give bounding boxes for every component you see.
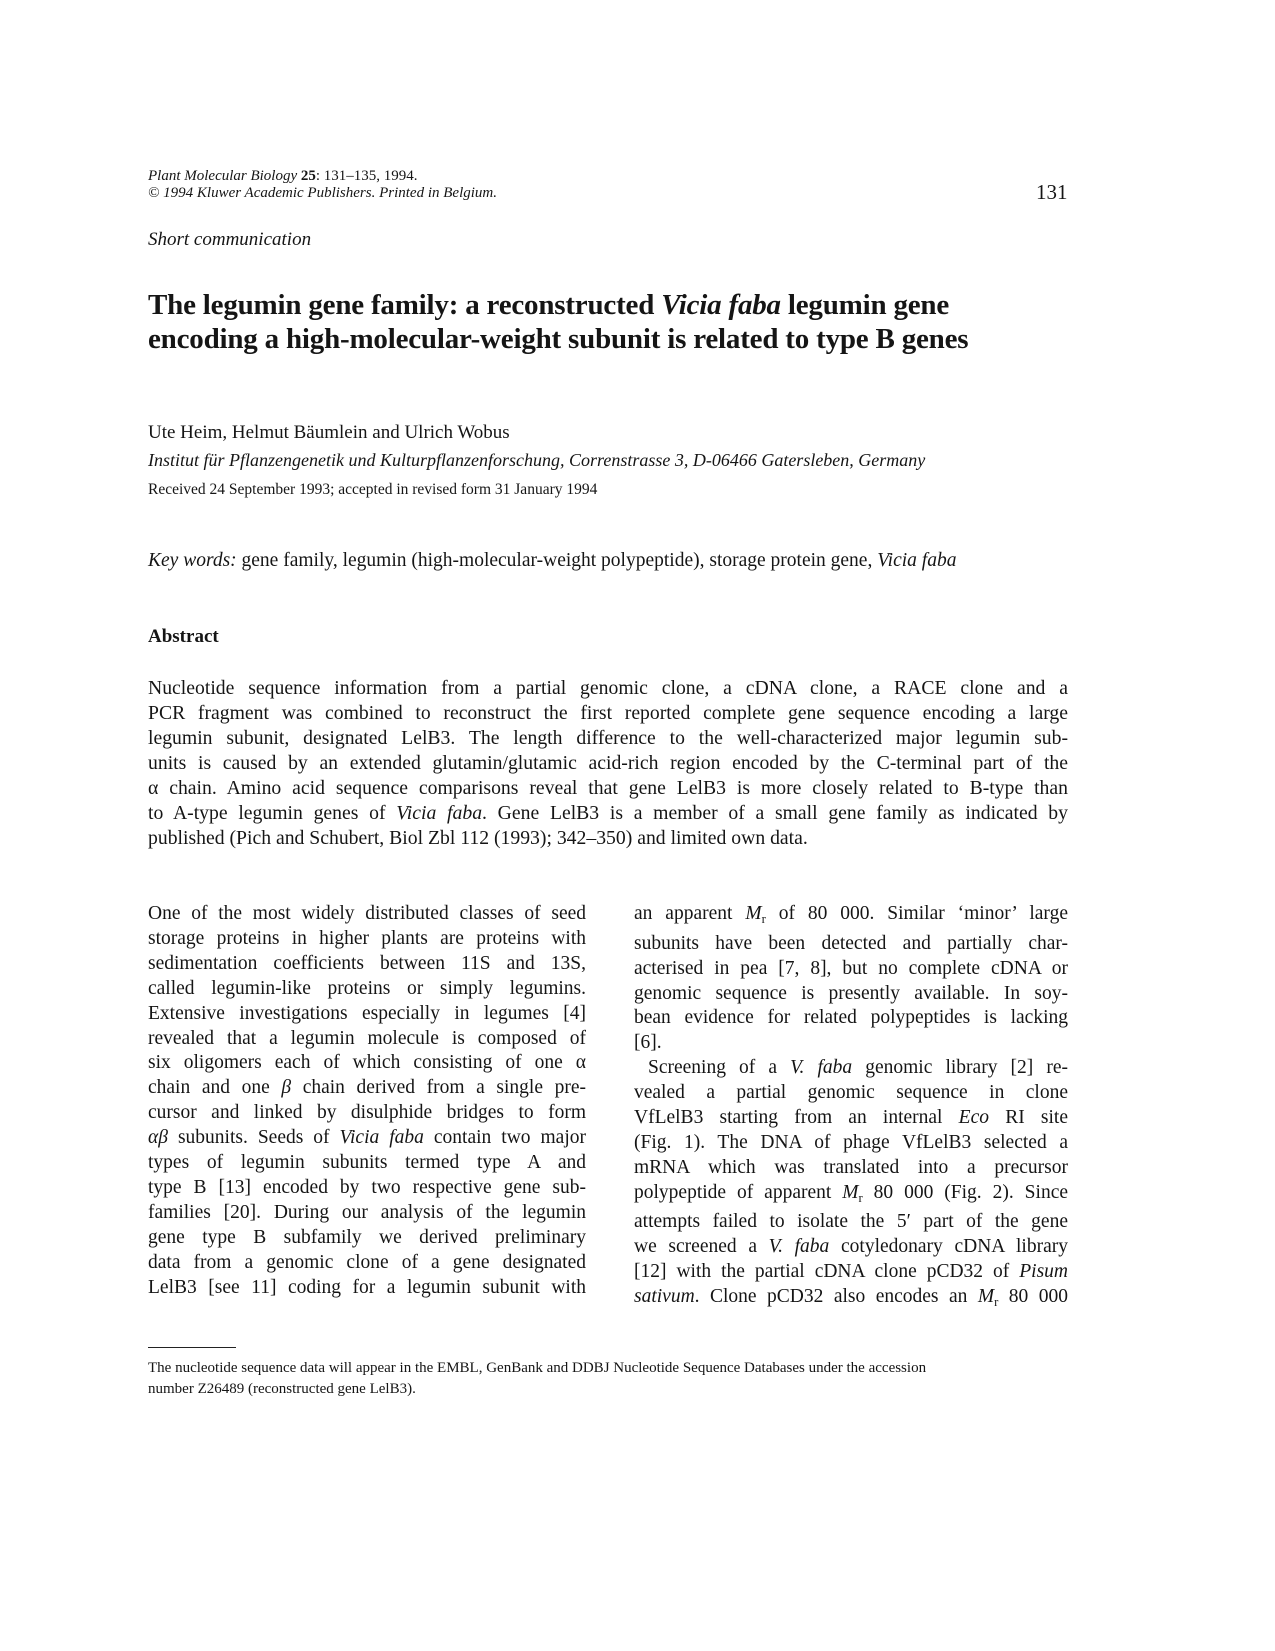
text-segment: storage proteins in higher plants are proteins with bbox=[148, 927, 586, 949]
text-segment: types of legumin subunits termed type A and bbox=[148, 1152, 586, 1174]
text-segment: (Fig. 1). The DNA of phage VfLelB3 selected a bbox=[634, 1131, 1068, 1153]
text-segment: gene type B subfamily we derived preliminary bbox=[148, 1226, 586, 1248]
title-text: legumin gene bbox=[780, 289, 950, 321]
affiliation: Institut für Pflanzengenetik und Kulturpflanzenforschung, Correnstrasse 3, D-06466 Gatersleben, Germany bbox=[148, 450, 926, 470]
text-line bbox=[148, 1027, 586, 1052]
text-segment: Eco bbox=[958, 1107, 989, 1129]
text-segment: an apparent bbox=[634, 903, 746, 924]
text-segment: Vicia faba bbox=[339, 1127, 424, 1149]
keywords-text: gene family, legumin (high-molecular-weight polypeptide), storage protein gene, bbox=[236, 550, 878, 571]
authors: Ute Heim, Helmut Bäumlein and Ulrich Wobus bbox=[148, 422, 510, 443]
text-segment: sativum bbox=[634, 1286, 695, 1308]
text-segment: families [20]. During our analysis of the legumin bbox=[148, 1201, 586, 1223]
text-segment: M bbox=[977, 1286, 995, 1308]
text-line bbox=[634, 1006, 1068, 1031]
keywords-label: Key words: bbox=[148, 550, 237, 571]
text-segment: V. faba bbox=[790, 1057, 853, 1079]
text-line bbox=[148, 1101, 586, 1126]
text-line bbox=[148, 801, 1068, 826]
keywords-species: Vicia faba bbox=[877, 550, 957, 571]
title-species: Vicia faba bbox=[661, 289, 781, 321]
text-segment: sedimentation coefficients between 11S and 13S, bbox=[148, 952, 586, 974]
text-segment: One of the most widely distributed classes of seed bbox=[148, 903, 586, 924]
text-segment: chain and one bbox=[148, 1077, 282, 1099]
journal-volume: 25 bbox=[300, 168, 316, 184]
text-line bbox=[634, 1081, 1068, 1106]
text-segment: subunits. Seeds of bbox=[167, 1127, 340, 1149]
text-line bbox=[148, 701, 1068, 726]
text-line bbox=[634, 1260, 1068, 1285]
text-line bbox=[148, 1226, 586, 1251]
journal-citation bbox=[148, 168, 497, 202]
right-column bbox=[634, 902, 1068, 1315]
text-segment: . Gene LelB3 is a member of a small gene family as indicated by bbox=[482, 802, 1068, 824]
text-segment: VfLelB3 starting from an internal bbox=[634, 1107, 959, 1129]
text-segment: units is caused by an extended glutamin/glutamic acid-rich region encoded by the C-terminal part of the bbox=[148, 752, 1068, 774]
text-line bbox=[634, 957, 1068, 982]
text-segment: Extensive investigations especially in legumes [4] bbox=[148, 1002, 586, 1024]
text-segment: bean evidence for related polypeptides is lacking bbox=[634, 1007, 1068, 1029]
text-segment: six oligomers each of which consisting of one α bbox=[148, 1052, 586, 1074]
text-line bbox=[148, 1126, 586, 1151]
text-line bbox=[148, 1201, 586, 1226]
text-segment: polypeptide of apparent bbox=[634, 1181, 843, 1203]
text-segment: Vicia faba bbox=[396, 802, 483, 824]
text-line bbox=[148, 1076, 586, 1101]
received-dates: Received 24 September 1993; accepted in revised form 31 January 1994 bbox=[148, 481, 598, 498]
text-segment: LelB3 [see 11] coding for a legumin subunit with bbox=[148, 1276, 586, 1298]
abstract-body bbox=[148, 676, 1068, 851]
text-line bbox=[148, 927, 586, 952]
title-text: encoding a high-molecular-weight subunit is related to type B genes bbox=[148, 323, 969, 355]
text-segment: α chain. Amino acid sequence comparisons reveal that gene LelB3 is more closely related to B-type than bbox=[148, 777, 1068, 799]
footnote-rule bbox=[148, 1347, 236, 1348]
text-line bbox=[634, 1181, 1068, 1211]
text-line bbox=[148, 1276, 586, 1301]
text-line bbox=[634, 1156, 1068, 1181]
text-segment: 80 000 bbox=[998, 1286, 1068, 1308]
text-segment: Nucleotide sequence information from a partial genomic clone, a cDNA clone, a RACE clone and a bbox=[148, 677, 1068, 699]
text-line bbox=[148, 776, 1068, 801]
copyright: © 1994 Kluwer Academic Publishers. Printed in Belgium. bbox=[148, 185, 497, 201]
text-line bbox=[148, 977, 586, 1002]
text-line bbox=[148, 1002, 586, 1027]
text-segment: [6]. bbox=[634, 1032, 662, 1054]
text-segment: β bbox=[281, 1077, 292, 1099]
text-line bbox=[634, 1285, 1068, 1315]
text-segment: Pisum bbox=[1019, 1261, 1068, 1283]
text-segment: genomic library [2] re- bbox=[852, 1057, 1068, 1079]
text-segment: data from a genomic clone of a gene designated bbox=[148, 1251, 586, 1273]
footnote-line: number Z26489 (reconstructed gene LelB3). bbox=[148, 1381, 416, 1397]
text-segment: subunits have been detected and partially char- bbox=[634, 932, 1068, 954]
text-segment: published (Pich and Schubert, Biol Zbl 112 (1993); 342–350) and limited own data. bbox=[148, 827, 808, 849]
abstract-heading: Abstract bbox=[148, 626, 219, 647]
text-segment: mRNA which was translated into a precursor bbox=[634, 1156, 1068, 1178]
text-line bbox=[148, 902, 586, 927]
text-segment: genomic sequence is presently available. In soy- bbox=[634, 982, 1068, 1004]
text-line bbox=[148, 1176, 586, 1201]
text-line bbox=[634, 1106, 1068, 1131]
text-segment: M bbox=[842, 1181, 859, 1203]
text-line bbox=[634, 1031, 1068, 1056]
footnote bbox=[148, 1358, 1068, 1400]
text-segment: V. faba bbox=[768, 1236, 830, 1258]
text-line bbox=[634, 932, 1068, 957]
text-segment: PCR fragment was combined to reconstruct the first reported complete gene sequence encoding a large bbox=[148, 702, 1068, 724]
text-line bbox=[148, 826, 1068, 851]
text-segment: αβ bbox=[148, 1127, 168, 1149]
text-segment: contain two major bbox=[423, 1127, 586, 1149]
section-label: Short communication bbox=[148, 229, 312, 250]
text-segment: called legumin-like proteins or simply legumins. bbox=[148, 977, 586, 999]
left-column bbox=[148, 902, 586, 1301]
text-segment: cursor and linked by disulphide bridges to form bbox=[148, 1102, 586, 1124]
text-segment: r bbox=[994, 1294, 999, 1309]
text-line bbox=[148, 1051, 586, 1076]
text-segment: revealed that a legumin molecule is composed of bbox=[148, 1027, 586, 1049]
text-segment: r bbox=[761, 911, 766, 926]
text-line bbox=[634, 902, 1068, 932]
text-line bbox=[148, 751, 1068, 776]
text-segment: cotyledonary cDNA library bbox=[829, 1236, 1068, 1258]
page-number: 131 bbox=[1036, 180, 1068, 204]
text-segment: Screening of a bbox=[648, 1057, 791, 1079]
text-segment: we screened a bbox=[634, 1236, 769, 1258]
text-line bbox=[148, 726, 1068, 751]
text-line bbox=[634, 1210, 1068, 1235]
text-line bbox=[634, 1056, 1068, 1081]
text-line bbox=[148, 1151, 586, 1176]
text-line bbox=[148, 952, 586, 977]
journal-name: Plant Molecular Biology bbox=[148, 168, 298, 184]
text-line bbox=[634, 1235, 1068, 1260]
text-segment: vealed a partial genomic sequence in clone bbox=[634, 1082, 1068, 1104]
text-segment: r bbox=[858, 1190, 863, 1205]
text-line bbox=[634, 1131, 1068, 1156]
text-segment: legumin subunit, designated LelB3. The length difference to the well-characterized major legumin sub- bbox=[148, 727, 1068, 749]
text-segment: attempts failed to isolate the 5′ part of the gene bbox=[634, 1211, 1068, 1233]
text-segment: acterised in pea [7, 8], but no complete cDNA or bbox=[634, 957, 1068, 979]
text-segment: [12] with the partial cDNA clone pCD32 of bbox=[634, 1261, 1020, 1283]
text-segment: M bbox=[745, 903, 762, 924]
text-segment: to A-type legumin genes of bbox=[148, 802, 397, 824]
text-line bbox=[148, 1251, 586, 1276]
paper-title bbox=[148, 288, 968, 356]
text-segment: RI site bbox=[989, 1107, 1068, 1129]
keywords bbox=[148, 550, 956, 572]
text-segment: chain derived from a single pre- bbox=[291, 1077, 586, 1099]
text-segment: . Clone pCD32 also encodes an bbox=[694, 1286, 978, 1308]
text-segment: type B [13] encoded by two respective gene sub- bbox=[148, 1176, 586, 1198]
text-line bbox=[148, 676, 1068, 701]
text-segment: 80 000 (Fig. 2). Since bbox=[862, 1181, 1068, 1203]
footnote-line: The nucleotide sequence data will appear in the EMBL, GenBank and DDBJ Nucleotide Sequence Databases under the accession bbox=[148, 1360, 927, 1376]
text-segment: of 80 000. Similar ‘minor’ large bbox=[765, 903, 1068, 924]
text-line bbox=[634, 982, 1068, 1007]
title-text: The legumin gene family: a reconstructed bbox=[148, 289, 662, 321]
journal-pages: : 131–135, 1994. bbox=[315, 168, 418, 184]
